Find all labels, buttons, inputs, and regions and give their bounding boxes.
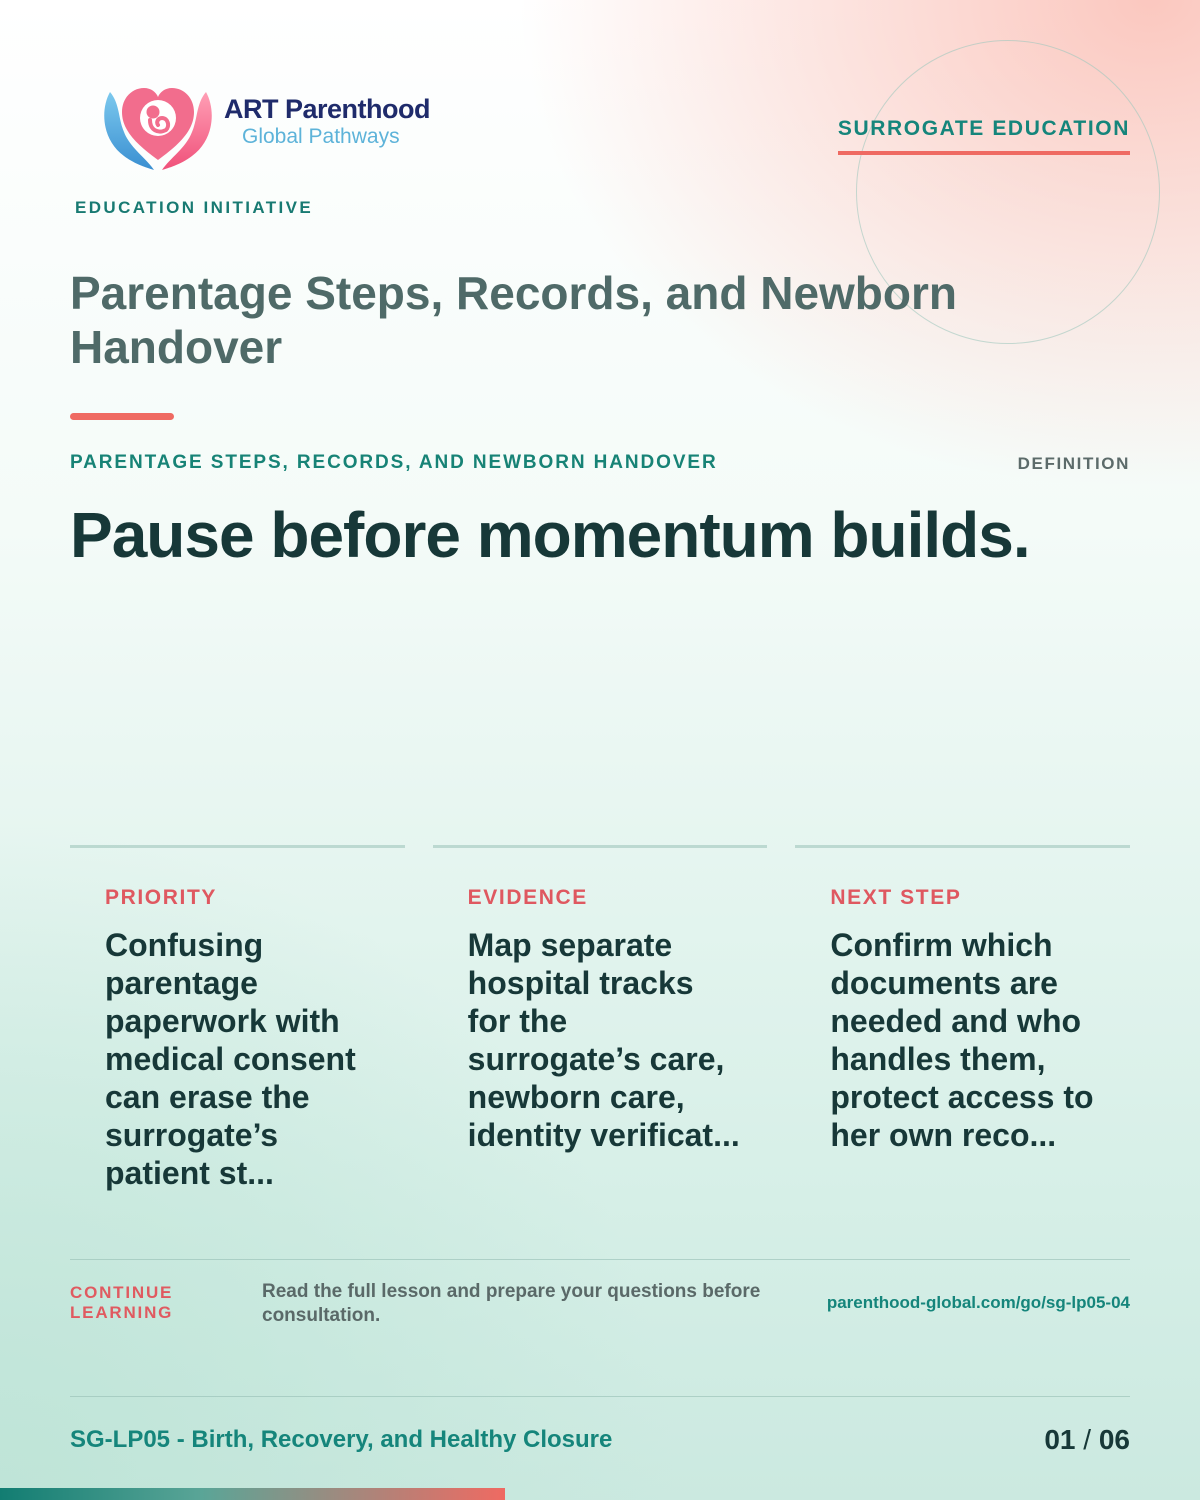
page-total: 06 [1098, 1424, 1130, 1455]
card-tag: NEXT STEP [830, 886, 962, 909]
card-next-step [795, 845, 1130, 1192]
card-priority [70, 845, 405, 1192]
divider [70, 1259, 1130, 1260]
continue-learning-label [70, 1283, 173, 1323]
card-tag: PRIORITY [105, 886, 217, 909]
cta-label-line: LEARNING [70, 1303, 174, 1322]
card-text: Confirm which documents are needed and who handles them, protect access to her own reco... [830, 927, 1094, 1153]
category-badge [838, 117, 1130, 155]
card-tag: EVIDENCE [467, 886, 588, 909]
info-cards [70, 845, 1130, 1192]
progress-bar [0, 1488, 505, 1500]
brand-name: ART Parenthood [224, 94, 430, 124]
category-badge-label: SURROGATE EDUCATION [838, 117, 1130, 155]
page-indicator [1044, 1424, 1130, 1456]
card-text: Confusing parentage paperwork with medical consent can erase the surrogate’s patient st... [105, 927, 356, 1191]
cta-text: Read the full lesson and prepare your questions before consultation. [262, 1281, 761, 1326]
divider [70, 1396, 1130, 1397]
section-label: PARENTAGE STEPS, RECORDS, AND NEWBORN HANDOVER [70, 452, 718, 473]
page-current: 01 [1044, 1424, 1076, 1455]
headline: Pause before momentum builds. [70, 499, 1030, 571]
brand-subtitle: Global Pathways [242, 125, 400, 148]
lesson-link[interactable]: parenthood-global.com/go/sg-lp05-04 [826, 1293, 1130, 1312]
accent-bar [70, 413, 174, 420]
card-evidence [433, 845, 768, 1192]
course-title: SG-LP05 - Birth, Recovery, and Healthy Closure [70, 1426, 613, 1453]
page-title: Parentage Steps, Records, and Newborn Handover [70, 267, 958, 373]
definition-label: DEFINITION [1017, 454, 1130, 473]
initiative-label: EDUCATION INITIATIVE [75, 198, 314, 217]
page-separator: / [1083, 1424, 1092, 1455]
brand-logo [100, 70, 430, 174]
cta-label-line: CONTINUE [70, 1283, 174, 1302]
card-text: Map separate hospital tracks for the surrogate’s care, newborn care, identity verificat... [467, 927, 740, 1153]
heart-hands-baby-icon [100, 70, 216, 174]
